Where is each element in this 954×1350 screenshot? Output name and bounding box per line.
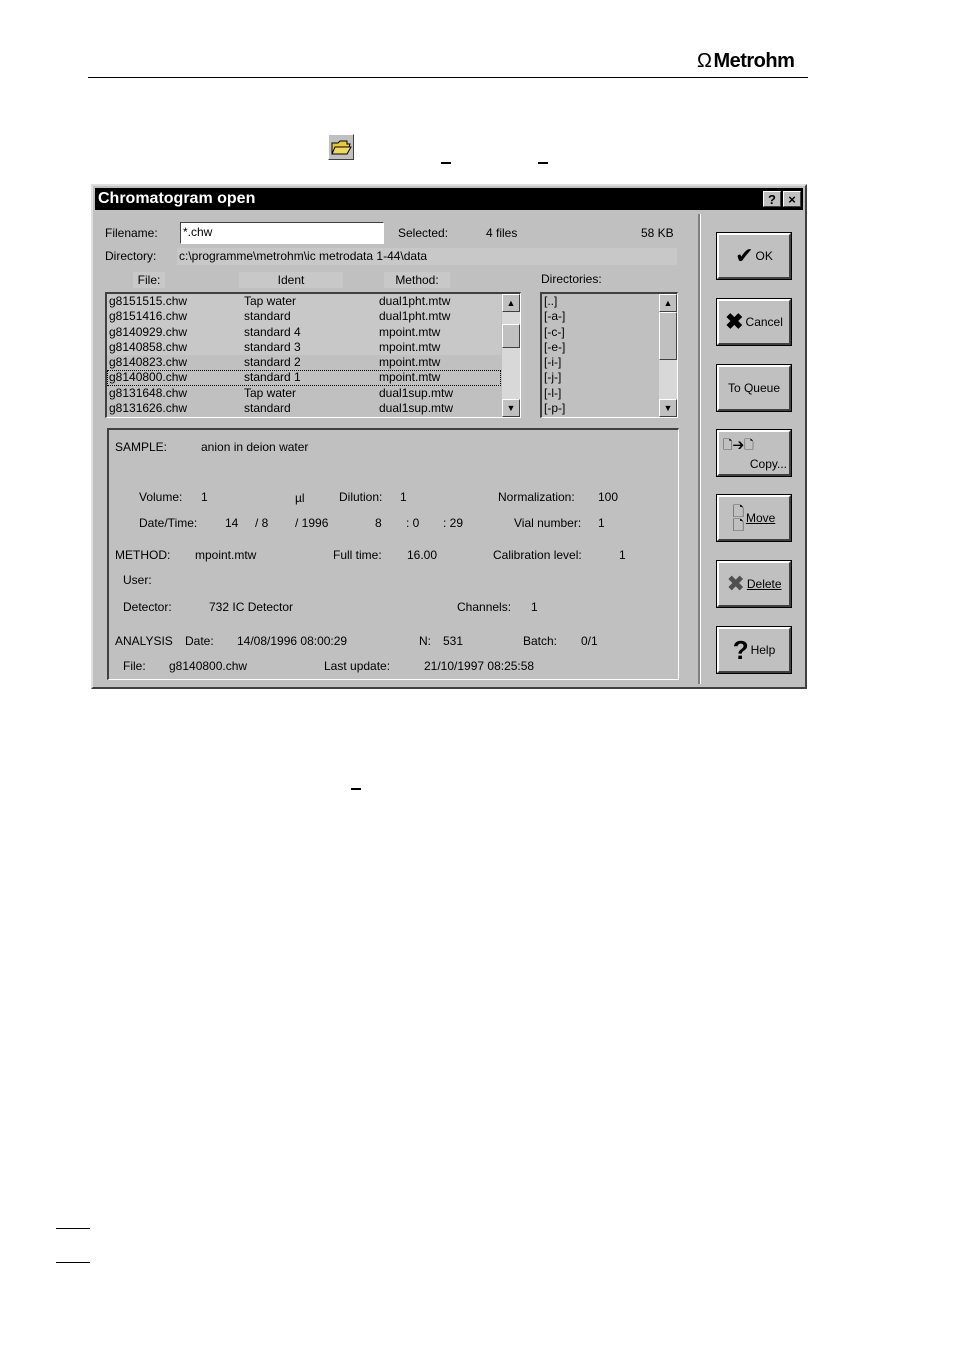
time-second: : 29 <box>443 516 464 530</box>
column-header-ident[interactable]: Ident <box>239 272 343 288</box>
text-underline <box>56 1262 90 1263</box>
vial-value: 1 <box>598 516 605 530</box>
directory-item[interactable]: [-a-] <box>544 309 566 324</box>
date-year: / 1996 <box>295 516 329 530</box>
file-ident-cell: standard 3 <box>244 339 301 354</box>
file-name-cell: g8131648.chw <box>109 385 188 400</box>
directories-scrollbar[interactable] <box>659 294 677 417</box>
scroll-thumb[interactable] <box>502 324 520 348</box>
move-files-icon: 🗋 🗋 <box>732 503 744 533</box>
file-method-cell: mpoint.mtw <box>379 324 441 339</box>
scroll-thumb[interactable] <box>659 312 677 360</box>
directory-item[interactable]: [-i-] <box>544 355 562 370</box>
directory-item[interactable]: [..] <box>544 294 558 308</box>
underline-mark <box>351 788 361 790</box>
copy-button[interactable] <box>717 430 791 476</box>
detector-label: Detector: <box>123 600 172 614</box>
batch-value: 0/1 <box>581 634 598 648</box>
move-button[interactable] <box>717 495 791 541</box>
dialog-titlebar <box>95 188 803 210</box>
help-title-button[interactable]: ? <box>763 191 781 207</box>
datetime-label: Date/Time: <box>139 516 198 530</box>
underline-mark <box>538 162 548 164</box>
detector-value: 732 IC Detector <box>209 600 294 614</box>
file-name-cell: g8140823.chw <box>109 355 188 370</box>
file-method-cell: mpoint.mtw <box>379 370 441 385</box>
dialog-title: Chromatogram open <box>98 190 256 207</box>
underline-mark <box>441 162 451 164</box>
file-value: g8140800.chw <box>169 659 248 673</box>
delete-icon: ✖ <box>726 571 745 596</box>
file-method-cell: dual1pht.mtw <box>379 309 451 324</box>
directory-item[interactable]: [-j-] <box>544 370 562 385</box>
file-list-row[interactable] <box>107 294 501 309</box>
file-ident-cell: standard 2 <box>244 355 301 370</box>
filename-input[interactable]: *.chw <box>180 222 384 244</box>
delete-button[interactable] <box>717 561 791 607</box>
ok-button[interactable] <box>717 233 791 279</box>
filename-label: Filename: <box>105 226 158 240</box>
chromatogram-info-panel <box>107 428 679 680</box>
method-label: METHOD: <box>115 548 171 562</box>
cancel-button-label: Cancel <box>745 315 783 329</box>
help-button[interactable] <box>717 627 791 673</box>
calibration-value: 1 <box>619 548 626 562</box>
file-ident-cell: standard 4 <box>244 324 301 339</box>
file-method-cell: dual1sup.mtw <box>379 401 454 416</box>
scroll-down-icon[interactable]: ▼ <box>659 399 677 417</box>
move-button-label: Move <box>745 511 776 525</box>
file-name-cell: g8131626.chw <box>109 401 188 416</box>
volume-value: 1 <box>201 490 208 504</box>
selected-count: 4 files <box>486 226 518 240</box>
fulltime-label: Full time: <box>333 548 382 562</box>
date-day: 14 <box>225 516 239 530</box>
batch-label: Batch: <box>523 634 558 648</box>
selected-label: Selected: <box>398 226 449 240</box>
vial-label: Vial number: <box>514 516 582 530</box>
method-value: mpoint.mtw <box>195 548 257 562</box>
channels-label: Channels: <box>457 600 512 614</box>
column-header-file[interactable]: File: <box>133 272 165 288</box>
calibration-label: Calibration level: <box>493 548 582 562</box>
copy-files-icon: 🗋➔🗋 <box>723 437 754 452</box>
volume-unit: µl <box>295 491 305 505</box>
user-label: User: <box>123 573 152 587</box>
directories-list[interactable] <box>540 292 678 418</box>
file-list-row[interactable] <box>107 401 501 416</box>
file-name-cell: g8151515.chw <box>109 294 188 308</box>
to-queue-button[interactable] <box>717 365 791 411</box>
file-ident-cell: Tap water <box>244 294 297 308</box>
directory-path: c:\programme\metrohm\ic metrodata 1-44\data <box>177 248 677 265</box>
copy-button-label: Copy... <box>749 456 787 471</box>
lastupdate-value: 21/10/1997 08:25:58 <box>424 659 535 673</box>
file-method-cell: mpoint.mtw <box>379 339 441 354</box>
n-value: 531 <box>443 634 464 648</box>
time-minute: : 0 <box>406 516 420 530</box>
file-name-cell: g8140858.chw <box>109 339 188 354</box>
date-month: / 8 <box>255 516 269 530</box>
dilution-value: 1 <box>400 490 407 504</box>
chromatogram-open-dialog <box>91 184 807 689</box>
omega-icon: Ω <box>697 50 712 72</box>
column-header-method[interactable]: Method: <box>384 272 450 288</box>
open-folder-icon <box>328 134 354 160</box>
question-mark-icon: ? <box>732 635 749 665</box>
button-column-separator <box>698 214 701 684</box>
directory-item[interactable]: [-p-] <box>544 401 566 416</box>
file-list-scrollbar[interactable] <box>502 294 520 417</box>
ok-button-label: OK <box>755 249 773 263</box>
file-ident-cell: standard <box>244 401 291 416</box>
directory-label: Directory: <box>105 249 157 263</box>
file-list-row[interactable] <box>107 309 501 324</box>
file-method-cell: mpoint.mtw <box>379 355 441 370</box>
file-list[interactable] <box>105 292 521 418</box>
file-list-row[interactable] <box>107 355 501 370</box>
directory-item[interactable]: [-l-] <box>544 385 562 400</box>
file-method-cell: dual1sup.mtw <box>379 385 454 400</box>
scroll-down-icon[interactable]: ▼ <box>502 399 520 417</box>
channels-value: 1 <box>531 600 538 614</box>
file-list-row[interactable] <box>107 325 501 340</box>
file-name-cell: g8151416.chw <box>109 309 188 324</box>
file-list-row[interactable] <box>107 370 501 385</box>
directories-label: Directories: <box>541 272 602 286</box>
help-button-label: Help <box>750 643 776 657</box>
selected-size: 58 KB <box>641 226 674 240</box>
text-underline <box>56 1228 90 1229</box>
lastupdate-label: Last update: <box>324 659 391 673</box>
fulltime-value: 16.00 <box>407 548 438 562</box>
normalization-value: 100 <box>598 490 619 504</box>
n-label: N: <box>419 634 431 648</box>
volume-label: Volume: <box>139 490 183 504</box>
file-name-cell: g8140929.chw <box>109 324 188 339</box>
cancel-button[interactable] <box>717 299 791 345</box>
file-ident-cell: standard 1 <box>244 370 301 385</box>
file-list-row[interactable] <box>107 340 501 355</box>
file-method-cell: dual1pht.mtw <box>379 294 451 308</box>
file-list-row[interactable] <box>107 386 501 401</box>
file-label: File: <box>123 659 146 673</box>
time-hour: 8 <box>375 516 382 530</box>
file-name-cell: g8140800.chw <box>109 370 188 385</box>
analysis-date-label: Date: <box>185 634 214 648</box>
analysis-date-value: 14/08/1996 08:00:29 <box>237 634 348 648</box>
scroll-up-icon[interactable]: ▲ <box>659 294 677 312</box>
file-ident-cell: standard <box>244 309 291 324</box>
normalization-label: Normalization: <box>498 490 575 504</box>
sample-label: SAMPLE: <box>115 440 168 454</box>
delete-button-label: Delete <box>746 577 782 591</box>
dilution-label: Dilution: <box>339 490 383 504</box>
header-divider <box>88 77 808 78</box>
checkmark-icon: ✔ <box>735 243 754 268</box>
to-queue-button-label: To Queue <box>727 381 781 395</box>
directory-item[interactable]: [-e-] <box>544 339 566 354</box>
metrohm-logo <box>697 50 794 73</box>
file-ident-cell: Tap water <box>244 385 297 400</box>
analysis-label: ANALYSIS <box>115 634 173 648</box>
directory-item[interactable]: [-c-] <box>544 324 565 339</box>
scroll-up-icon[interactable]: ▲ <box>502 294 520 312</box>
close-button[interactable]: × <box>783 191 801 207</box>
sample-value: anion in deion water <box>201 440 309 454</box>
logo-text: Metrohm <box>713 50 795 72</box>
cross-icon: ✖ <box>725 309 744 334</box>
